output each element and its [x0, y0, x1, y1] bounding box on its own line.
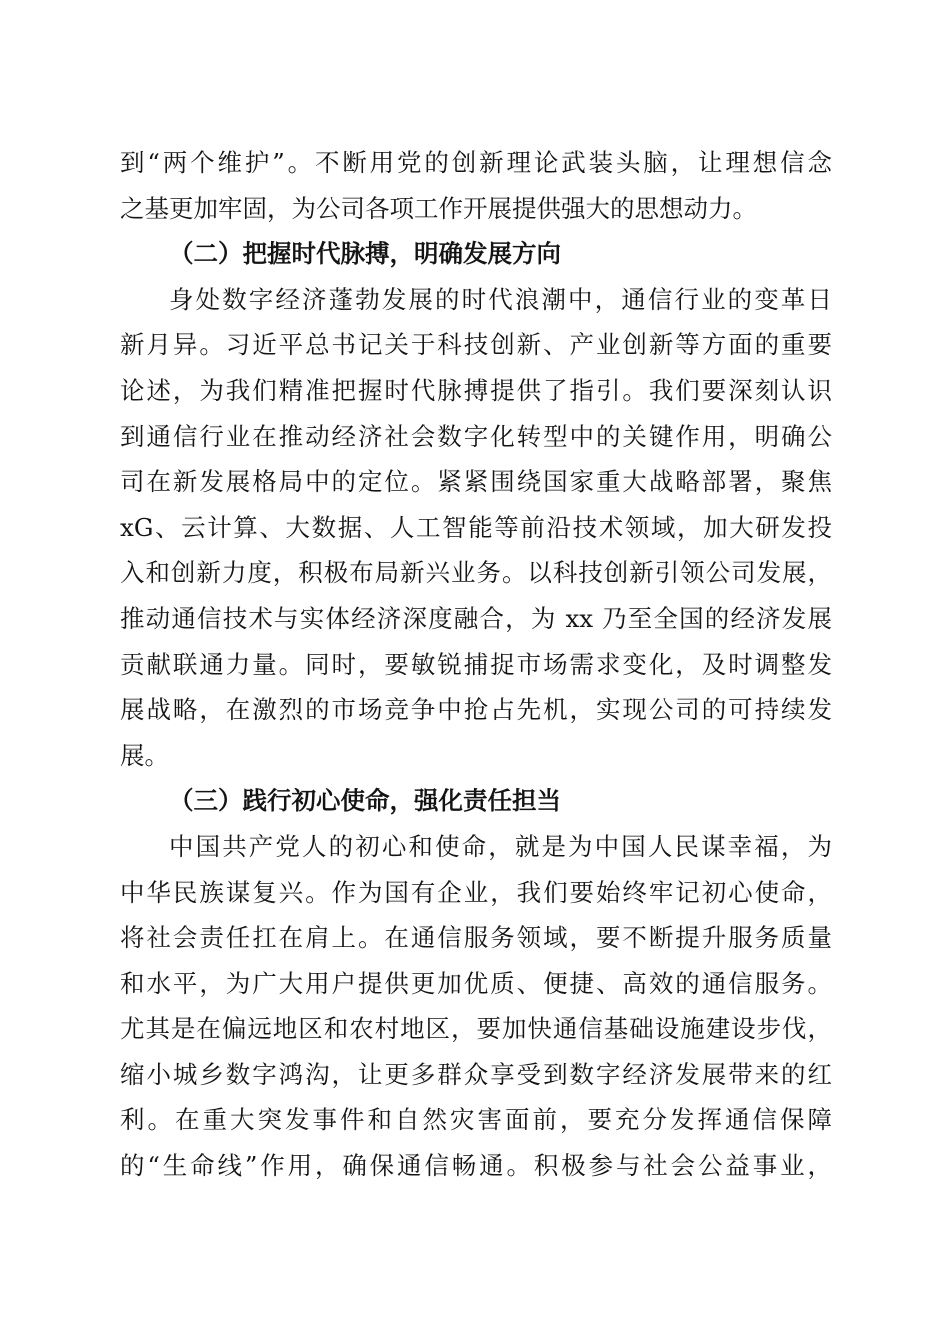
paragraph-line: 身处数字经济蓬勃发展的时代浪潮中，通信行业的变革日 [169, 284, 832, 314]
paragraph-line: xG、云计算、大数据、人工智能等前沿技术领域，加大研发投 [120, 512, 832, 542]
document-body [120, 140, 832, 1189]
paragraph-line: 展。 [120, 740, 169, 770]
paragraph-line: 到“两个维护”。不断用党的创新理论武装头脑，让理想信念 [120, 148, 832, 177]
paragraph-line: 将社会责任扛在肩上。在通信服务领域，要不断提升服务质量 [120, 923, 832, 953]
paragraph-line: 尤其是在偏远地区和农村地区，要加快通信基础设施建设步伐， [120, 1014, 832, 1044]
paragraph-line: 推动通信技术与实体经济深度融合，为 xx 乃至全国的经济发展 [120, 603, 832, 633]
paragraph-line: 利。在重大突发事件和自然灾害面前，要充分发挥通信保障 [120, 1105, 832, 1135]
section-heading: （三）践行初心使命，强化责任担当 [169, 786, 561, 816]
paragraph-line: 到通信行业在推动经济社会数字化转型中的关键作用，明确公 [120, 421, 832, 451]
paragraph-line: 论述，为我们精准把握时代脉搏提供了指引。我们要深刻认识 [120, 375, 832, 405]
paragraph-line: 贡献联通力量。同时，要敏锐捕捉市场需求变化，及时调整发 [120, 649, 832, 679]
paragraph-line: 展战略，在激烈的市场竞争中抢占先机，实现公司的可持续发 [120, 695, 832, 725]
paragraph-line: 司在新发展格局中的定位。紧紧围绕国家重大战略部署，聚焦 [120, 467, 832, 497]
paragraph-line: 中华民族谋复兴。作为国有企业，我们要始终牢记初心使命， [120, 877, 832, 907]
paragraph-line: 新月异。习近平总书记关于科技创新、产业创新等方面的重要 [120, 330, 832, 360]
paragraph-line: 中国共产党人的初心和使命，就是为中国人民谋幸福，为 [169, 831, 832, 861]
section-heading: （二）把握时代脉搏，明确发展方向 [169, 239, 561, 269]
paragraph-line: 入和创新力度，积极布局新兴业务。以科技创新引领公司发展， [120, 558, 832, 588]
paragraph-line: 和水平，为广大用户提供更加优质、便捷、高效的通信服务。 [120, 968, 832, 998]
paragraph-line: 之基更加牢固，为公司各项工作开展提供强大的思想动力。 [120, 193, 757, 223]
paragraph-line: 的“生命线”作用，确保通信畅通。积极参与社会公益事业， [120, 1151, 832, 1181]
paragraph-line: 缩小城乡数字鸿沟，让更多群众享受到数字经济发展带来的红 [120, 1059, 832, 1089]
